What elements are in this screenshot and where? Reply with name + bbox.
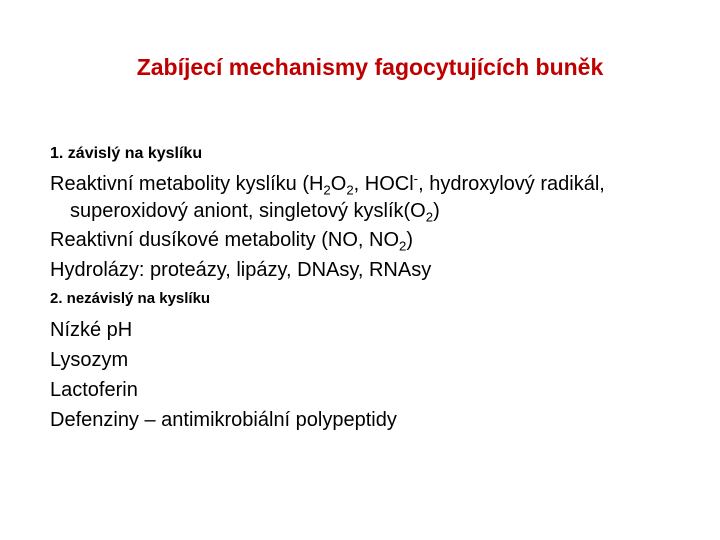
- subscript: 2: [346, 182, 354, 198]
- text-segment: Reaktivní metabolity kyslíku (H: [50, 173, 324, 195]
- text-segment: ): [433, 200, 440, 222]
- list-item-reactive-oxygen-metabolites: [50, 171, 690, 225]
- section-heading-oxygen-dependent: 1. závislý na kyslíku: [50, 145, 203, 162]
- subscript: 2: [425, 209, 434, 225]
- superscript: -: [413, 170, 419, 186]
- text-segment: ): [406, 229, 414, 251]
- text-segment: Reaktivní dusíkové metabolity (NO, NO: [50, 229, 400, 251]
- list-item-lactoferrin: Lactoferin: [50, 379, 138, 401]
- section-heading-oxygen-independent: 2. nezávislý na kyslíku: [50, 290, 211, 307]
- list-item-reactive-nitrogen-metabolites: [50, 225, 690, 255]
- text-segment: , hydroxylový radikál, superoxidový aniont, singletový kyslík(O: [70, 173, 605, 222]
- subscript: 2: [323, 182, 331, 198]
- slide-body: [50, 143, 690, 435]
- list-item-defensins: Defenziny – antimikrobiální polypeptidy: [50, 409, 397, 431]
- slide-title: Zabíjecí mechanismy fagocytujících buněk: [136, 54, 604, 80]
- list-item-hydrolases: Hydrolázy: proteázy, lipázy, DNAsy, RNAsy: [50, 259, 432, 281]
- subscript: 2: [399, 238, 407, 254]
- text-segment: O: [330, 173, 347, 195]
- list-item-lysozyme: Lysozym: [50, 349, 129, 371]
- list-item-low-ph: Nízké pH: [50, 319, 133, 341]
- text-segment: , HOCl: [353, 173, 414, 195]
